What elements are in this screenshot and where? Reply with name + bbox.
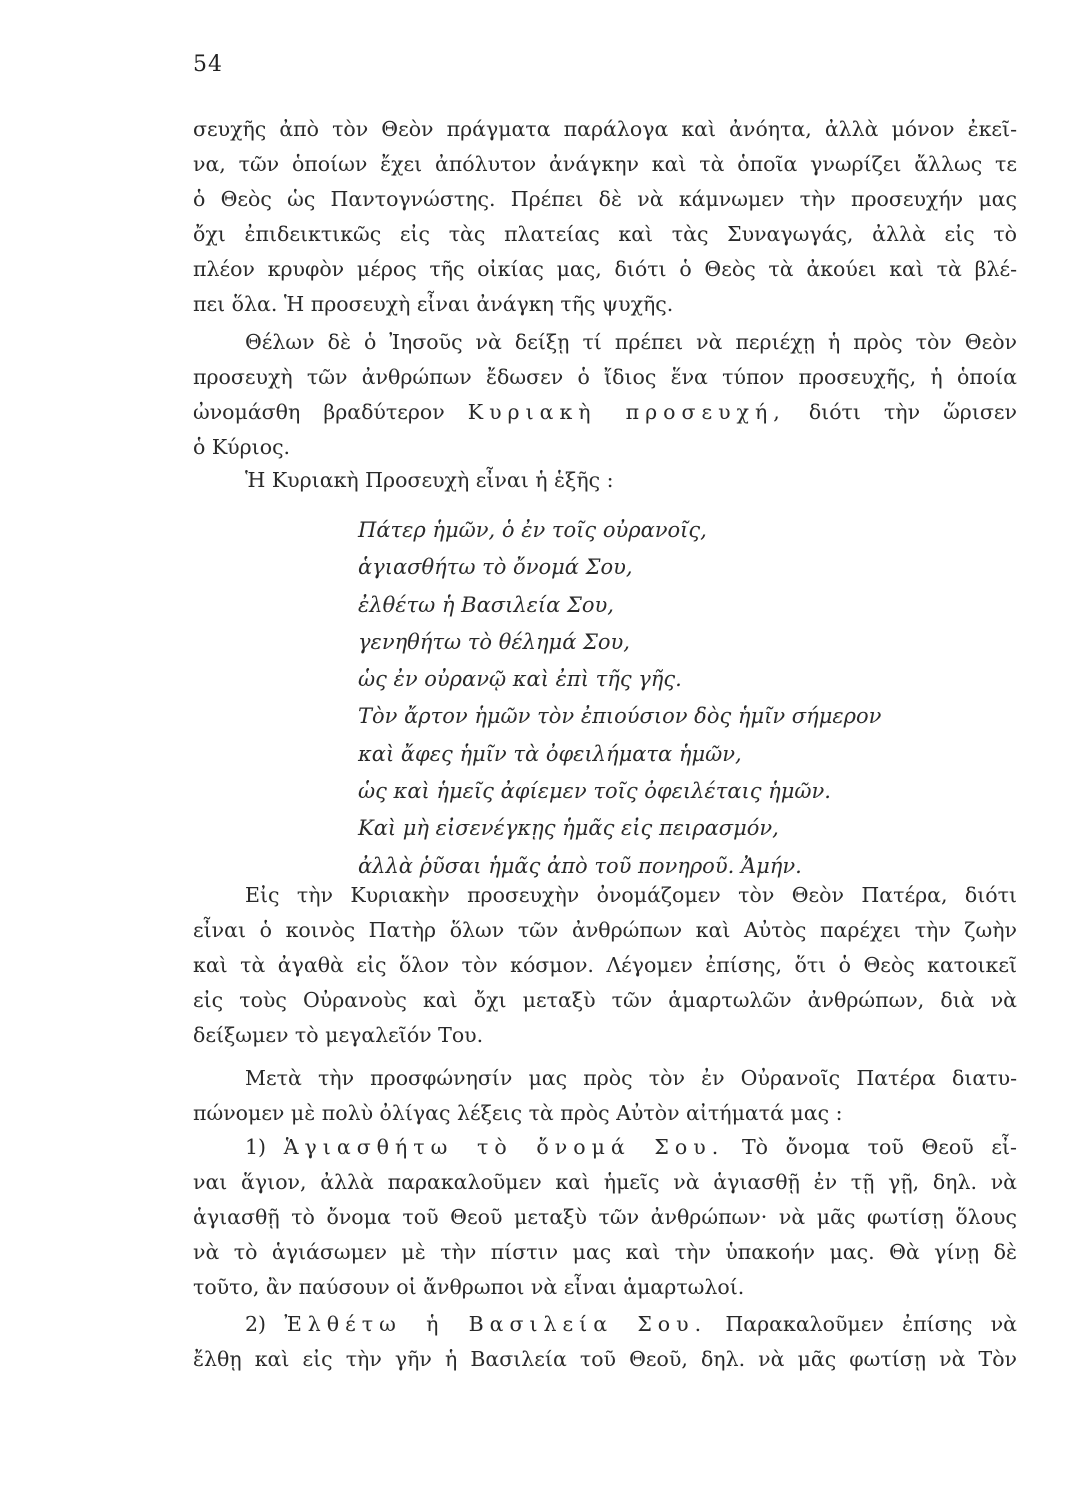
text-line: εἶναι ὁ κοινὸς Πατὴρ ὅλων τῶν ἀνθρώπων καὶ Αὐτὸς παρέχει τὴν ζωὴν xyxy=(193,918,1017,942)
text-line: ἁγιασθῇ τὸ ὄνομα τοῦ Θεοῦ μεταξὺ τῶν ἀνθρώπων· νὰ μᾶς φωτίσῃ ὅλους xyxy=(193,1205,1017,1229)
text-span: Τὸ ὄνομα τοῦ Θεοῦ εἶ- xyxy=(724,1135,1017,1159)
spaced-emphasis: Ἐλθέτω ἡ Βασιλεία Σου. xyxy=(284,1312,708,1336)
text-line: ὁ Κύριος. xyxy=(193,435,291,459)
text-line: πλέον κρυφὸν μέρος τῆς οἰκίας μας, διότι ὁ Θεὸς τὰ ἀκούει καὶ τὰ βλέ- xyxy=(193,257,1017,281)
text-line: σευχῆς ἀπὸ τὸν Θεὸν πράγματα παράλογα καὶ ἀνόητα, ἀλλὰ μόνον ἐκεῖ- xyxy=(193,117,1017,141)
paragraph-prayer-conduct xyxy=(193,112,1017,322)
prayer-line: ὡς καὶ ἡμεῖς ἀφίεμεν τοῖς ὀφειλέταις ἡμῶν. xyxy=(358,779,831,804)
text-line: Ἡ Κυριακὴ Προσευχὴ εἶναι ἡ ἑξῆς : xyxy=(245,468,614,492)
text-line: να, τῶν ὁποίων ἔχει ἀπόλυτον ἀνάγκην καὶ τὰ ὁποῖα γνωρίζει ἄλλως τε xyxy=(193,152,1017,176)
text-line: ἔλθῃ καὶ εἰς τὴν γῆν ἡ Βασιλεία τοῦ Θεοῦ, δηλ. νὰ μᾶς φωτίσῃ νὰ Τὸν xyxy=(193,1347,1017,1371)
text-line: Θέλων δὲ ὁ Ἰησοῦς νὰ δείξῃ τί πρέπει νὰ περιέχῃ ἡ πρὸς τὸν Θεὸν xyxy=(245,330,1017,354)
text-line: Εἰς τὴν Κυριακὴν προσευχὴν ὀνομάζομεν τὸν Θεὸν Πατέρα, διότι xyxy=(245,883,1017,907)
spaced-emphasis: Κυριακὴ προσευχή, xyxy=(467,400,786,424)
text-line xyxy=(193,1130,1017,1165)
paragraph-lords-prayer-origin xyxy=(193,325,1017,465)
request-item-1 xyxy=(193,1130,1017,1305)
prayer-intro xyxy=(193,463,1017,498)
text-line: ὁ Θεὸς ὡς Παντογνώστης. Πρέπει δὲ νὰ κάμνωμεν τὴν προσευχήν μας xyxy=(193,187,1017,211)
prayer-line: Τὸν ἄρτον ἡμῶν τὸν ἐπιούσιον δὸς ἡμῖν σήμερον xyxy=(358,704,882,729)
text-line: τοῦτο, ἂν παύσουν οἱ ἄνθρωποι νὰ εἶναι ἁμαρτωλοί. xyxy=(193,1275,745,1299)
prayer-line: γενηθήτω τὸ θέλημά Σου, xyxy=(358,629,630,654)
paragraph-father-explanation xyxy=(193,878,1017,1053)
paragraph-requests-intro xyxy=(193,1061,1017,1131)
text-line: εἰς τοὺς Οὐρανοὺς καὶ ὄχι μεταξὺ τῶν ἁμαρτωλῶν ἀνθρώπων, διὰ νὰ xyxy=(193,988,1017,1012)
text-line: δείξωμεν τὸ μεγαλεῖόν Του. xyxy=(193,1023,484,1047)
text-span: διότι τὴν ὥρισεν xyxy=(785,400,1017,424)
text-line: πει ὅλα. Ἡ προσευχὴ εἶναι ἀνάγκη τῆς ψυχῆς. xyxy=(193,292,674,316)
text-line: νὰ τὸ ἁγιάσωμεν μὲ τὴν πίστιν μας καὶ τὴν ὑπακοήν μας. Θὰ γίνῃ δὲ xyxy=(193,1240,1017,1264)
prayer-line: ἀλλὰ ῥῦσαι ἡμᾶς ἀπὸ τοῦ πονηροῦ. Ἀμήν. xyxy=(358,853,802,878)
item-number: 2) xyxy=(245,1312,267,1336)
page-number: 54 xyxy=(193,52,223,77)
request-item-2 xyxy=(193,1307,1017,1377)
text-line: Μετὰ τὴν προσφώνησίν μας πρὸς τὸν ἐν Οὐρανοῖς Πατέρα διατυ- xyxy=(245,1066,1017,1090)
text-span: ὠνομάσθη βραδύτερον xyxy=(193,400,468,424)
prayer-line: Καὶ μὴ εἰσενέγκῃς ἡμᾶς εἰς πειρασμόν, xyxy=(358,816,779,841)
text-line: προσευχὴ τῶν ἀνθρώπων ἔδωσεν ὁ ἴδιος ἕνα τύπον προσευχῆς, ἡ ὁποία xyxy=(193,365,1017,389)
prayer-line: ἐλθέτω ἡ Βασιλεία Σου, xyxy=(358,592,614,617)
prayer-line: ἁγιασθήτω τὸ ὄνομά Σου, xyxy=(358,555,633,580)
text-span: Παρακαλοῦμεν ἐπίσης νὰ xyxy=(707,1312,1017,1336)
prayer-line: Πάτερ ἡμῶν, ὁ ἐν τοῖς οὐρανοῖς, xyxy=(358,518,707,542)
text-line: καὶ τὰ ἀγαθὰ εἰς ὅλον τὸν κόσμον. Λέγομεν ἐπίσης, ὅτι ὁ Θεὸς κατοικεῖ xyxy=(193,953,1017,977)
text-line: πώνομεν μὲ πολὺ ὀλίγας λέξεις τὰ πρὸς Αὐτὸν αἰτήματά μας : xyxy=(193,1101,843,1125)
text-line xyxy=(193,1307,1017,1342)
lords-prayer-text xyxy=(358,512,881,885)
spaced-emphasis: Ἁγιασθήτω τὸ ὄνομά Σου. xyxy=(283,1135,725,1159)
prayer-line: καὶ ἄφες ἡμῖν τὰ ὀφειλήματα ἡμῶν, xyxy=(358,741,742,766)
text-line xyxy=(193,395,1017,430)
item-number: 1) xyxy=(245,1135,267,1159)
prayer-line: ὡς ἐν οὐρανῷ καὶ ἐπὶ τῆς γῆς. xyxy=(358,667,682,692)
text-line: ναι ἅγιον, ἀλλὰ παρακαλοῦμεν καὶ ἡμεῖς νὰ ἁγιασθῇ ἐν τῇ γῇ, δηλ. νὰ xyxy=(193,1170,1017,1194)
text-line: ὄχι ἐπιδεικτικῶς εἰς τὰς πλατείας καὶ τὰς Συναγωγάς, ἀλλὰ εἰς τὸ xyxy=(193,222,1017,246)
